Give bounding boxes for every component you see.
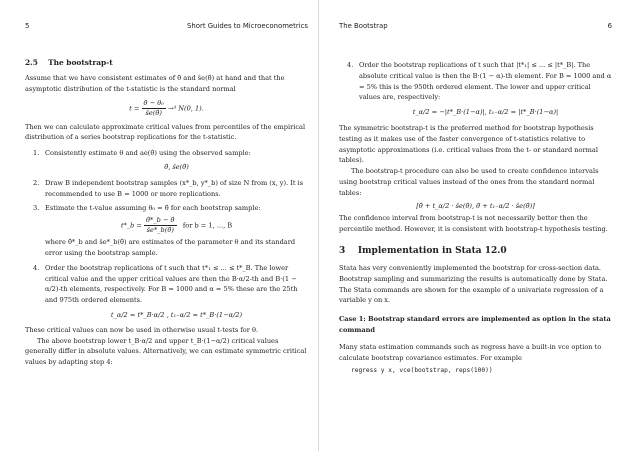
step-2-text: Draw B independent bootstrap samples (x*_b, y*_b) of size N from (x, y). It is recommended to use B = 1000 or more replications.	[45, 178, 304, 198]
closing-paragraph-2: The above bootstrap lower t_B·α/2 and upper t_B·(1−α/2) critical values generally differ in absolute values. Alternatively, we can estimate symmetric critical values by adapting step 4:	[25, 336, 307, 367]
equation-t-stat	[25, 99, 308, 118]
section-3-number: 3	[339, 245, 346, 256]
paragraph-ci: The bootstrap-t procedure can also be used to create confidence intervals using bootstrap critical values instead of the ones from the standard normal tables:	[339, 167, 599, 197]
eq-step3-numerator: θ̂*_b − θ̂	[146, 216, 175, 225]
paragraph-symmetric: The symmetric bootstrap-t is the preferred method for bootstrap hypothesis testing as it makes use of the faster convergence of t-statistics relative to asymptotic approximations (i.e. critical values from the t- or standard normal tables).	[339, 123, 598, 165]
then-paragraph: Then we can calculate approximate critical values from percentiles of the empirical distribution of a series bootstrap replications for the t-statistic.	[25, 122, 306, 142]
eq-t-lhs: t =	[129, 104, 140, 113]
paragraph-ci-note: The confidence interval from bootstrap-t is not necessarily better then the percentile method. However, it is consistent with bootstrap-t hypothesis testing.	[339, 214, 608, 234]
step-1	[25, 148, 308, 173]
step-3-number: 3.	[33, 204, 40, 213]
step-4-sym-number: 4.	[347, 61, 354, 69]
step-4	[25, 263, 308, 321]
equation-step-1: θ̂, ŝe(θ̂)	[164, 162, 189, 171]
eq-step3-lhs: t*_b =	[120, 221, 142, 230]
step-2	[25, 178, 308, 200]
right-running-head: The Bootstrap	[339, 22, 388, 30]
equation-step-3	[45, 216, 308, 235]
step-2-number: 2.	[33, 178, 40, 187]
section-heading-2-5	[25, 58, 308, 67]
section-heading-3	[339, 246, 612, 256]
eq-t-fraction	[142, 99, 166, 118]
eq-step3-rhs: for b = 1, ..., B	[182, 221, 233, 230]
case-1-heading: Case 1: Bootstrap standard errors are implemented as option in the stata command	[339, 315, 611, 334]
left-page-number: 5	[25, 22, 30, 30]
equation-symmetric: t_α/2 = −|t*_B·(1−α)|, t₁₋α/2 = |t*_B·(1−α)|	[412, 108, 559, 117]
step-4-symmetric	[339, 60, 612, 118]
eq-t-numerator: θ̂ − θ₀	[143, 98, 164, 107]
section-number: 2.5	[25, 58, 38, 67]
step-3-text: Estimate the t-value assuming θ₀ = θ̂ for each bootstrap sample:	[45, 204, 261, 213]
eq-t-rhs: →ᵈ N(0, 1).	[167, 104, 204, 113]
step-4-sym-text: Order the bootstrap replications of t such that |t*₁| ≤ ... ≤ |t*_B|. The absolute critical value is then the B·(1 − α)-th element. For B = 1000 and α = 5% this is the 950th ordered element. The lower and upper critical values are, respectively:	[359, 61, 612, 102]
right-page	[319, 0, 638, 451]
eq-step3-denominator: ŝe*_b(θ̂)	[146, 226, 174, 235]
left-running-head: Short Guides to Microeconometrics	[187, 22, 308, 30]
step-3	[25, 203, 308, 258]
step-1-text: Consistently estimate θ and ae(θ̂) using the observed sample:	[45, 149, 251, 158]
left-content	[25, 58, 308, 368]
section-3-title: Implementation in Stata 12.0	[357, 245, 507, 256]
section-title: The bootstrap-t	[48, 58, 113, 67]
closing-paragraph-1: These critical values can now be used in otherwise usual t-tests for θ.	[25, 325, 259, 334]
equation-step-4: t_α/2 = t*_B·α/2 , t₁₋α/2 = t*_B·(1−α/2)	[110, 310, 243, 319]
step-3-after: where θ̂*_b and ŝe*_b(θ̂) are estimates of the parameter θ and its standard error using the bootstrap sample.	[45, 238, 296, 257]
right-page-number: 6	[607, 22, 612, 30]
step-4-number: 4.	[33, 263, 40, 272]
right-content	[339, 60, 612, 374]
eq-t-denominator: ŝe(θ̂)	[145, 108, 162, 117]
stata-code-example: regress y x, vce(bootstrap, reps(100))	[351, 367, 493, 375]
equation-ci: [θ̂ + t_α/2 · ŝe(θ̂), θ̂ + t₁₋α/2 · ŝe(θ̂)]	[416, 201, 535, 210]
paragraph-stata-intro: Stata has very conveniently implemented the bootstrap for cross-section data. Bootstrap sampling and summarizing the results is automatically done by Stata. The Stata commands are shown for the example of a univariate regression of a variable y on x.	[339, 263, 608, 305]
eq-step3-fraction	[144, 216, 176, 235]
intro-paragraph: Assume that we have consistent estimates of θ̂ and ŝe(θ̂) at hand and that the asymptotic distribution of the t-statistic is the standard normal	[25, 74, 285, 93]
step-4-text: Order the bootstrap replications of t such that t*₁ ≤ ... ≤ t*_B. The lower critical value and the upper critical values are then the B·α/2-th and B·(1 − α/2)-th elements, respectively. For B = 1000 and α = 5% these are the 25th and 975th ordered elements.	[45, 263, 298, 305]
paragraph-vce: Many stata estimation commands such as regress have a built-in vce option to calculate bootstrap covariance estimates. For example	[339, 342, 602, 362]
step-1-number: 1.	[33, 149, 40, 158]
